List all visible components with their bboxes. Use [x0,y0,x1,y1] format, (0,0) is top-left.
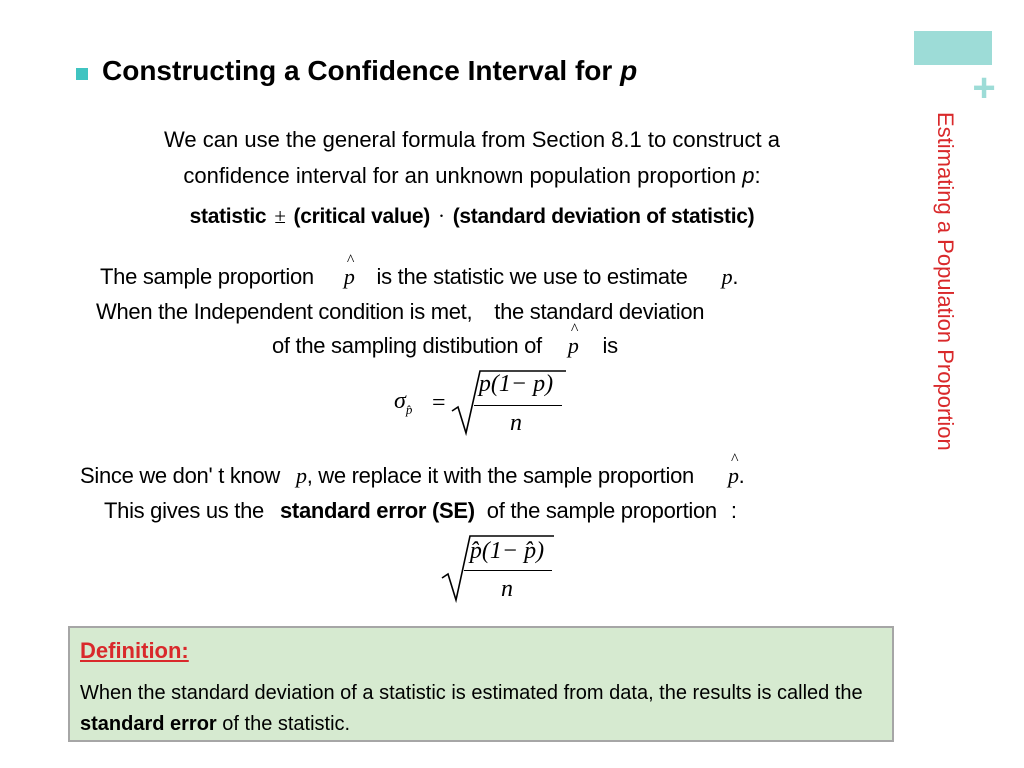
formula-critical-value: (critical value) [293,205,430,228]
intro-line1: We can use the general formula from Section 8.1 to construct a [164,127,780,152]
intro-line2 [60,158,884,194]
side-title: Estimating a Population Proportion [933,112,958,451]
para1-line3a: of the sampling distibution of [272,333,542,358]
para1-line2a: When the Independent condition is met, [96,299,473,324]
p-symbol: p [721,264,733,289]
intro-paragraph [60,122,884,194]
para1-b: is the statistic we use to estimate [376,264,688,289]
para1-period: . [732,264,739,289]
se-numerator: p̂(1− p̂) [469,538,545,564]
intro-line2-var: p [742,163,755,188]
sigma-symbol: $\sigma_{p̂}$ [394,388,413,417]
plus-icon: + [972,66,996,110]
para1-a: The sample proportion [100,264,314,289]
definition-text-b: of the statistic. [216,713,351,735]
definition-text-a: When the standard deviation of a statistic is estimated from data, the results is called the [80,682,863,704]
definition-bold: standard error [80,713,217,735]
sigma-subscript: p̂ [405,402,413,417]
phat-symbol: ^ p [344,264,355,290]
phat-symbol-2: ^ p [568,333,579,359]
para1-line3b: is [602,333,618,358]
para1-line2 [96,299,704,325]
equals-sign: = [432,390,446,416]
phat-symbol-3: ^ p [728,463,739,489]
para2-line1 [80,463,744,489]
intro-line2-text: confidence interval for an unknown population proportion [183,163,743,188]
para2-line2a: This gives us the [104,498,264,523]
para1-line1 [100,264,738,290]
sd-fraction-bar [474,405,562,406]
dot-symbol: · [437,204,445,228]
sd-denominator: n [510,410,522,436]
heading-text: Constructing a Confidence Interval for [102,55,621,86]
definition-text [80,678,880,740]
se-denominator: n [501,576,513,602]
intro-line2-end: : [754,163,761,188]
para2-b: , we replace it with the sample proportion [306,463,694,488]
slide-heading [102,55,637,87]
formula-sd: (standard deviation of statistic) [452,205,755,228]
general-formula [60,204,884,229]
p-symbol-2: p [295,463,307,488]
para2-line2b: of the sample proportion [486,498,717,523]
se-fraction-bar [464,570,552,571]
para2-a: Since we don' t know [80,463,280,488]
bullet-square-icon [76,68,88,80]
heading-var: p [620,55,638,86]
para2-colon: : [730,498,737,523]
formula-statistic: statistic [189,205,267,228]
para2-line2 [104,498,737,524]
teal-accent-bar [914,31,992,65]
para1-line2b: the standard deviation [494,299,705,324]
standard-error-term: standard error (SE) [279,498,475,523]
para1-line3 [272,333,618,359]
para2-period: . [738,463,745,488]
definition-title: Definition: [80,638,189,663]
sd-numerator: p(1− p) [478,371,554,397]
plus-minus-symbol: ± [274,204,286,228]
